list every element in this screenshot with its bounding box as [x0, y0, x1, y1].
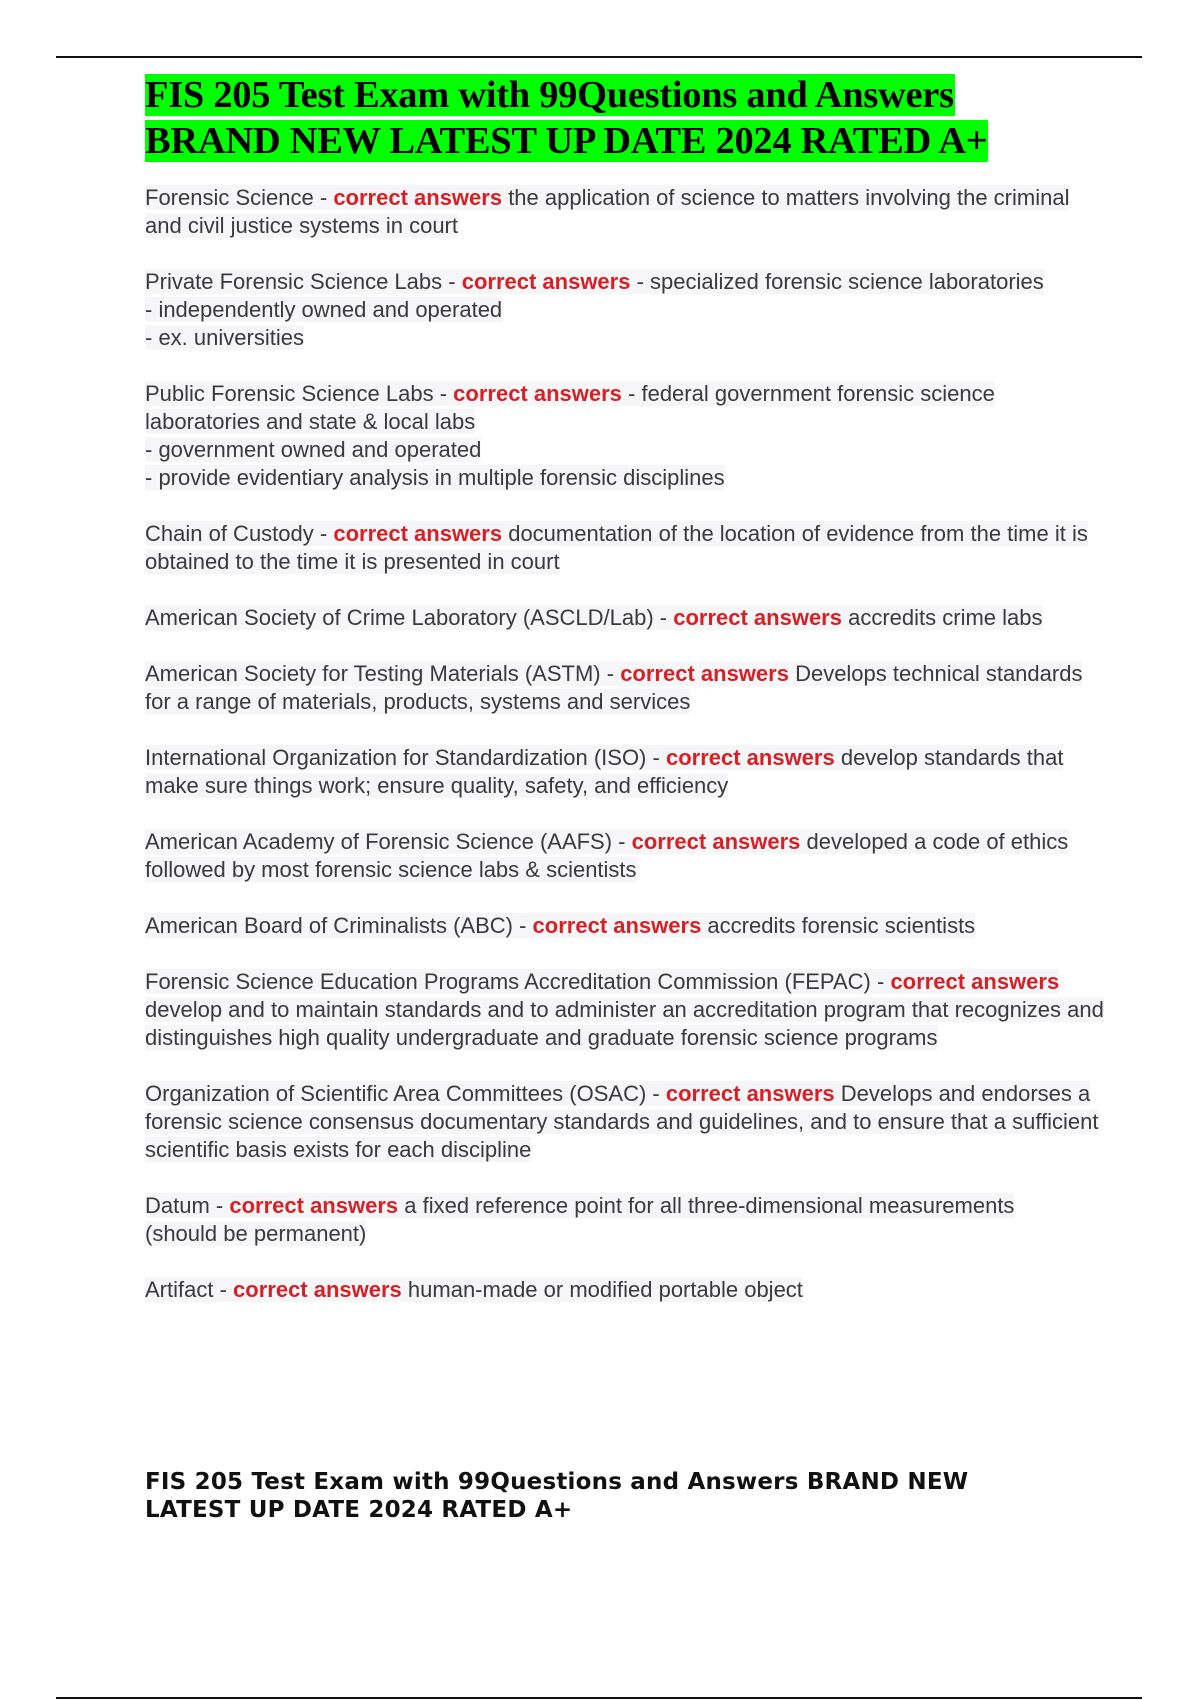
- qa-item: [145, 1276, 1105, 1304]
- qa-separator: -: [612, 829, 632, 854]
- qa-main-line: [145, 381, 995, 434]
- qa-separator: -: [313, 521, 334, 546]
- top-divider: [56, 56, 1142, 58]
- qa-separator: -: [442, 269, 462, 294]
- qa-answer-label: correct answers: [890, 969, 1060, 994]
- qa-item: [145, 604, 1105, 632]
- qa-term: Artifact: [145, 1277, 214, 1302]
- document-page: [145, 72, 1105, 1332]
- qa-separator: -: [646, 745, 666, 770]
- qa-term: Private Forensic Science Labs: [145, 269, 443, 294]
- qa-main-line: [145, 605, 1043, 630]
- qa-answer-label: correct answers: [665, 745, 835, 770]
- qa-term: International Organization for Standardization (ISO): [145, 745, 647, 770]
- qa-extra-line: [145, 436, 1105, 464]
- qa-extra-line: [145, 296, 1105, 324]
- qa-main-line: [145, 1193, 1014, 1218]
- qa-answer-label: correct answers: [333, 521, 503, 546]
- qa-item: [145, 520, 1105, 576]
- qa-extra-text: (should be permanent): [145, 1221, 367, 1246]
- qa-separator: -: [646, 1081, 666, 1106]
- qa-term: Forensic Science: [145, 185, 314, 210]
- qa-extra-text: - government owned and operated: [145, 437, 482, 462]
- qa-item: [145, 968, 1105, 1052]
- qa-main-line: [145, 745, 1063, 798]
- qa-term: Public Forensic Science Labs: [145, 381, 434, 406]
- qa-separator: -: [213, 1277, 234, 1302]
- qa-definition: developed a code of ethics followed by most forensic science labs & scientists: [145, 829, 1069, 882]
- document-title: [145, 72, 1105, 164]
- qa-main-line: [145, 913, 975, 938]
- qa-item: [145, 912, 1105, 940]
- qa-definition: - federal government forensic science laboratories and state & local labs: [145, 381, 995, 434]
- qa-definition: Develops and endorses a forensic science consensus documentary standards and guidelines, and to ensure that a sufficient scientific basis exists for each discipline: [145, 1081, 1099, 1162]
- qa-term: American Society for Testing Materials (ASTM): [145, 661, 601, 686]
- qa-definition: human-made or modified portable object: [401, 1277, 803, 1302]
- qa-main-line: [145, 969, 1104, 1050]
- title-line-2: BRAND NEW LATEST UP DATE 2024 RATED A+: [145, 120, 988, 162]
- qa-term: American Society of Crime Laboratory (ASCLD/Lab): [145, 605, 654, 630]
- qa-answer-label: correct answers: [620, 661, 789, 686]
- qa-item: [145, 380, 1105, 492]
- qa-separator: -: [870, 969, 891, 994]
- qa-definition: the application of science to matters involving the criminal and civil justice systems in court: [145, 185, 1070, 238]
- qa-definition: accredits crime labs: [841, 605, 1043, 630]
- qa-extra-text: - ex. universities: [145, 325, 304, 350]
- qa-definition: a fixed reference point for all three-dimensional measurements: [398, 1193, 1015, 1218]
- qa-list: [145, 184, 1105, 1304]
- qa-extra-text: - provide evidentiary analysis in multiple forensic disciplines: [145, 465, 725, 490]
- qa-definition: develop standards that make sure things work; ensure quality, safety, and efficiency: [145, 745, 1064, 798]
- bottom-divider: [56, 1697, 1142, 1699]
- qa-answer-label: correct answers: [233, 1277, 402, 1302]
- qa-item: [145, 660, 1105, 716]
- qa-separator: -: [209, 1193, 230, 1218]
- qa-answer-label: correct answers: [453, 381, 622, 406]
- qa-definition: Develops technical standards for a range of materials, products, systems and services: [145, 661, 1083, 714]
- qa-main-line: [145, 1081, 1099, 1162]
- qa-separator: -: [600, 661, 621, 686]
- footer-title: FIS 205 Test Exam with 99Questions and Answers BRAND NEW LATEST UP DATE 2024 RATED A+: [145, 1469, 969, 1523]
- qa-answer-label: correct answers: [532, 913, 702, 938]
- qa-answer-label: correct answers: [333, 185, 503, 210]
- qa-definition: accredits forensic scientists: [701, 913, 976, 938]
- qa-item: [145, 1192, 1105, 1248]
- qa-main-line: [145, 521, 1088, 574]
- qa-main-line: [145, 269, 1044, 294]
- qa-separator: -: [313, 185, 334, 210]
- qa-term: American Board of Criminalists (ABC): [145, 913, 513, 938]
- qa-term: American Academy of Forensic Science (AAFS): [145, 829, 613, 854]
- title-line-1: FIS 205 Test Exam with 99Questions and Answers: [145, 74, 954, 116]
- qa-definition: - specialized forensic science laboratories: [630, 269, 1044, 294]
- qa-answer-label: correct answers: [673, 605, 842, 630]
- qa-main-line: [145, 661, 1082, 714]
- qa-item: [145, 828, 1105, 884]
- qa-definition: documentation of the location of evidence from the time it is obtained to the time it is presented in court: [145, 521, 1088, 574]
- qa-separator: -: [653, 605, 674, 630]
- qa-term: Chain of Custody: [145, 521, 314, 546]
- qa-separator: -: [433, 381, 454, 406]
- qa-term: Datum: [145, 1193, 210, 1218]
- qa-extra-text: - independently owned and operated: [145, 297, 503, 322]
- qa-answer-label: correct answers: [461, 269, 631, 294]
- qa-extra-line: [145, 324, 1105, 352]
- qa-item: [145, 268, 1105, 352]
- qa-item: [145, 184, 1105, 240]
- qa-term: Forensic Science Education Programs Accreditation Commission (FEPAC): [145, 969, 871, 994]
- qa-answer-label: correct answers: [631, 829, 801, 854]
- qa-main-line: [145, 185, 1069, 238]
- qa-answer-label: correct answers: [229, 1193, 399, 1218]
- qa-item: [145, 744, 1105, 800]
- qa-item: [145, 1080, 1105, 1164]
- qa-main-line: [145, 829, 1068, 882]
- qa-extra-line: [145, 1220, 1105, 1248]
- qa-main-line: [145, 1277, 803, 1302]
- qa-separator: -: [512, 913, 533, 938]
- qa-extra-line: [145, 464, 1105, 492]
- qa-term: Organization of Scientific Area Committees (OSAC): [145, 1081, 647, 1106]
- qa-answer-label: correct answers: [665, 1081, 835, 1106]
- qa-definition: develop and to maintain standards and to administer an accreditation program that recognizes and distinguishes high quality undergraduate and graduate forensic science programs: [145, 997, 1104, 1050]
